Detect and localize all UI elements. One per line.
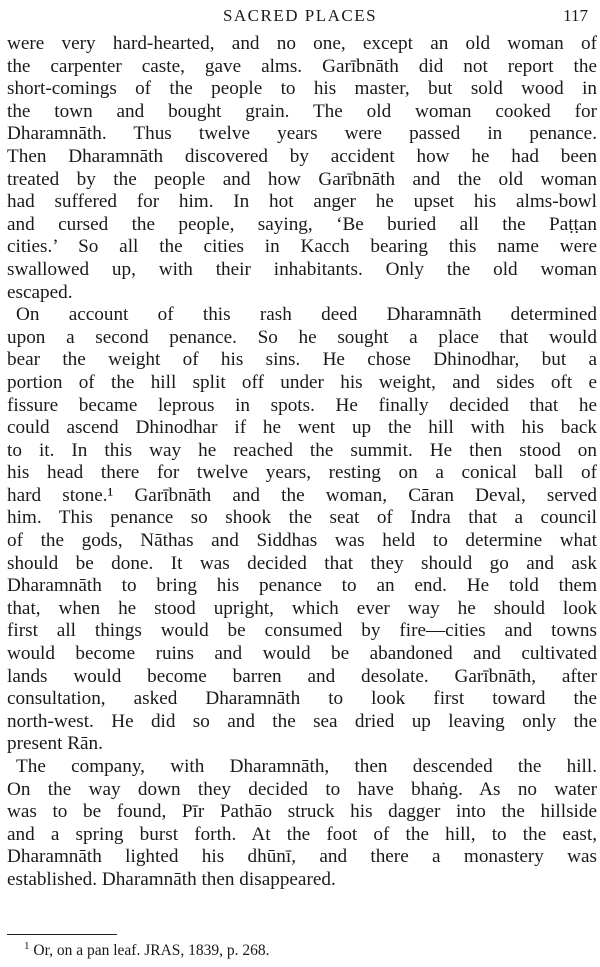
text-line: Dharamnāth. Thus twelve years were passed in penance.	[7, 123, 597, 145]
text-line: of the gods, Nāthas and Siddhas was held to determine what	[7, 530, 597, 552]
text-line: could ascend Dhinodhar if he went up the hill with his back	[7, 417, 597, 439]
text-line: had suffered for him. In hot anger he upset his alms-bowl	[7, 191, 597, 213]
text-line: bear the weight of his sins. He chose Dhinodhar, but a	[7, 349, 597, 371]
paragraph	[7, 756, 597, 892]
text-line: swallowed up, with their inhabitants. Only the old woman	[7, 258, 597, 280]
text-line: to it. In this way he reached the summit. He then stood on	[7, 439, 597, 461]
text-line: would become ruins and would be abandoned and cultivated	[7, 643, 597, 665]
text-line: the town and bought grain. The old woman cooked for	[7, 100, 597, 122]
text-line: portion of the hill split off under his weight, and sides oft e	[7, 371, 597, 393]
running-title: SACRED PLACES	[222, 6, 378, 25]
footnote-divider	[7, 934, 117, 935]
text-line: On the way down they decided to have bhaṅg. As no water	[7, 778, 597, 800]
text-line: fissure became leprous in spots. He finally decided that he	[7, 394, 597, 416]
text-line: north-west. He did so and the sea dried up leaving only the	[7, 710, 597, 732]
footnote-text: Or, on a pan leaf. JRAS, 1839, p. 268.	[33, 942, 270, 959]
text-line: present Rān.	[7, 733, 103, 755]
text-line: that, when he stood upright, which ever way he should look	[7, 597, 597, 619]
text-line: and cursed the people, saying, ‘Be buried all the Paṭṭan	[7, 213, 597, 235]
text-line: was to be found, Pīr Pathāo struck his dagger into the hillside	[7, 801, 597, 823]
text-line: lands would become barren and desolate. Garībnāth, after	[7, 665, 597, 687]
text-line: Then Dharamnāth discovered by accident how he had been	[7, 145, 597, 167]
text-line: consultation, asked Dharamnāth to look first toward the	[7, 688, 597, 710]
text-line: were very hard-hearted, and no one, except an old woman of	[7, 33, 597, 54]
footnote	[24, 939, 270, 960]
text-line: The company, with Dharamnāth, then descended the hill.	[16, 756, 597, 777]
text-line: Dharamnāth lighted his dhūnī, and there a monastery was	[7, 846, 597, 868]
text-line: should be done. It was decided that they should go and ask	[7, 552, 597, 574]
text-line: upon a second penance. So he sought a place that would	[7, 326, 597, 348]
text-line: Dharamnāth to bring his penance to an end. He told them	[7, 575, 597, 597]
text-line: On account of this rash deed Dharamnāth determined	[16, 304, 597, 326]
text-line: treated by the people and how Garībnāth and the old woman	[7, 168, 597, 190]
text-line: hard stone.¹ Garībnāth and the woman, Cāran Deval, served	[7, 484, 597, 506]
text-line: his head there for twelve years, resting on a conical ball of	[7, 462, 597, 484]
text-line: and a spring burst forth. At the foot of the hill, to the east,	[7, 823, 597, 845]
page-header	[0, 6, 600, 28]
paragraph	[7, 304, 597, 756]
text-line: the carpenter caste, gave alms. Garībnāth did not report the	[7, 55, 597, 77]
text-line: cities.’ So all the cities in Kacch bearing this name were	[7, 236, 597, 258]
body-text	[7, 33, 597, 892]
text-line: first all things would be consumed by fire—cities and towns	[7, 620, 597, 642]
footnote-marker: 1	[24, 939, 30, 952]
text-line: established. Dharamnāth then disappeared.	[7, 868, 336, 890]
page-number: 117	[563, 6, 588, 25]
text-line: escaped.	[7, 281, 73, 303]
text-line: short-comings of the people to his master, but sold wood in	[7, 78, 597, 100]
text-line: him. This penance so shook the seat of Indra that a council	[7, 507, 597, 529]
paragraph	[7, 33, 597, 304]
